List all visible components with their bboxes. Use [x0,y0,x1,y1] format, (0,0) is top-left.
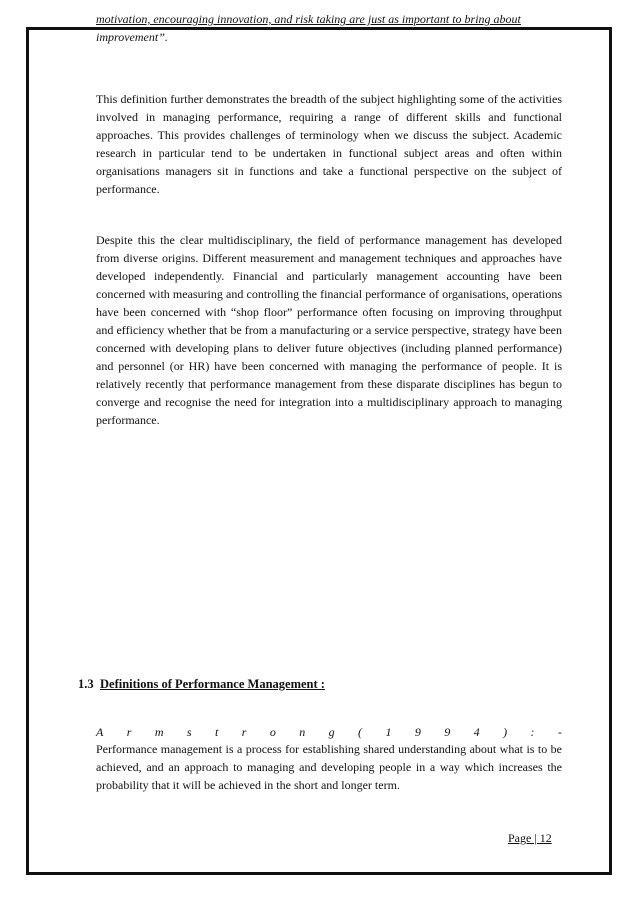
armstrong-char: ( [358,725,363,739]
section-heading [78,677,325,692]
armstrong-char: r [126,725,132,739]
armstrong-char: 4 [473,725,480,739]
armstrong-char: n [299,725,306,739]
paragraph-breadth: This definition further demonstrates the breadth of the subject highlighting some of the activities involved in managing performance, requiring a range of different skills and functional approaches. This provides challenges of terminology when we discuss the subject. Academic research in particular tend to be undertaken in functional subject areas and often within organisations managers sit in functions and take a functional perspective on the subject of performance. [96,92,562,196]
armstrong-char: A [96,725,104,739]
armstrong-char: - [557,725,562,739]
page-number: Page | 12 [508,831,552,845]
armstrong-char: o [269,725,276,739]
top-quote-line-1: motivation, encouraging innovation, and risk taking are just as important to bring about [96,12,521,26]
armstrong-char: r [241,725,247,739]
paragraph-origins: Despite this the clear multidisciplinary, the field of performance management has developed from diverse origins. Different measurement and management techniques and approaches have developed independently. Financial and particularly management accounting have been concerned with measuring and controlling the financial performance of organisations, operations have been concerned with “shop floor” performance often focusing on improving throughput and efficiency whether that be from a manufacturing or a service perspective, strategy have been concerned with developing plans to deliver future objectives (including planned performance) and personnel (or HR) have been concerned with managing the performance of people. It is relatively recently that performance management from these disparate disciplines has begun to converge and recognise the need for integration into a multidisciplinary approach to managing performance. [96,233,562,427]
armstrong-citation [96,723,562,741]
armstrong-char: 9 [414,725,421,739]
armstrong-char: ) [503,725,508,739]
armstrong-char: m [154,725,164,739]
armstrong-char: s [186,725,192,739]
armstrong-char: t [214,725,219,739]
paragraph-armstrong-definition: Performance management is a process for establishing shared understanding about what is to be achieved, and an approach to managing and developing people in a way which increases the probability that it will be achieved in the short and longer term. [96,742,562,792]
armstrong-char: 1 [385,725,392,739]
section-number: 1.3 [78,677,94,691]
armstrong-char: 9 [444,725,451,739]
section-title: Definitions of Performance Management : [100,677,325,691]
armstrong-char: g [328,725,335,739]
top-quote-line-2: improvement”. [96,30,168,44]
top-quote [96,10,562,46]
armstrong-char: : [530,725,535,739]
